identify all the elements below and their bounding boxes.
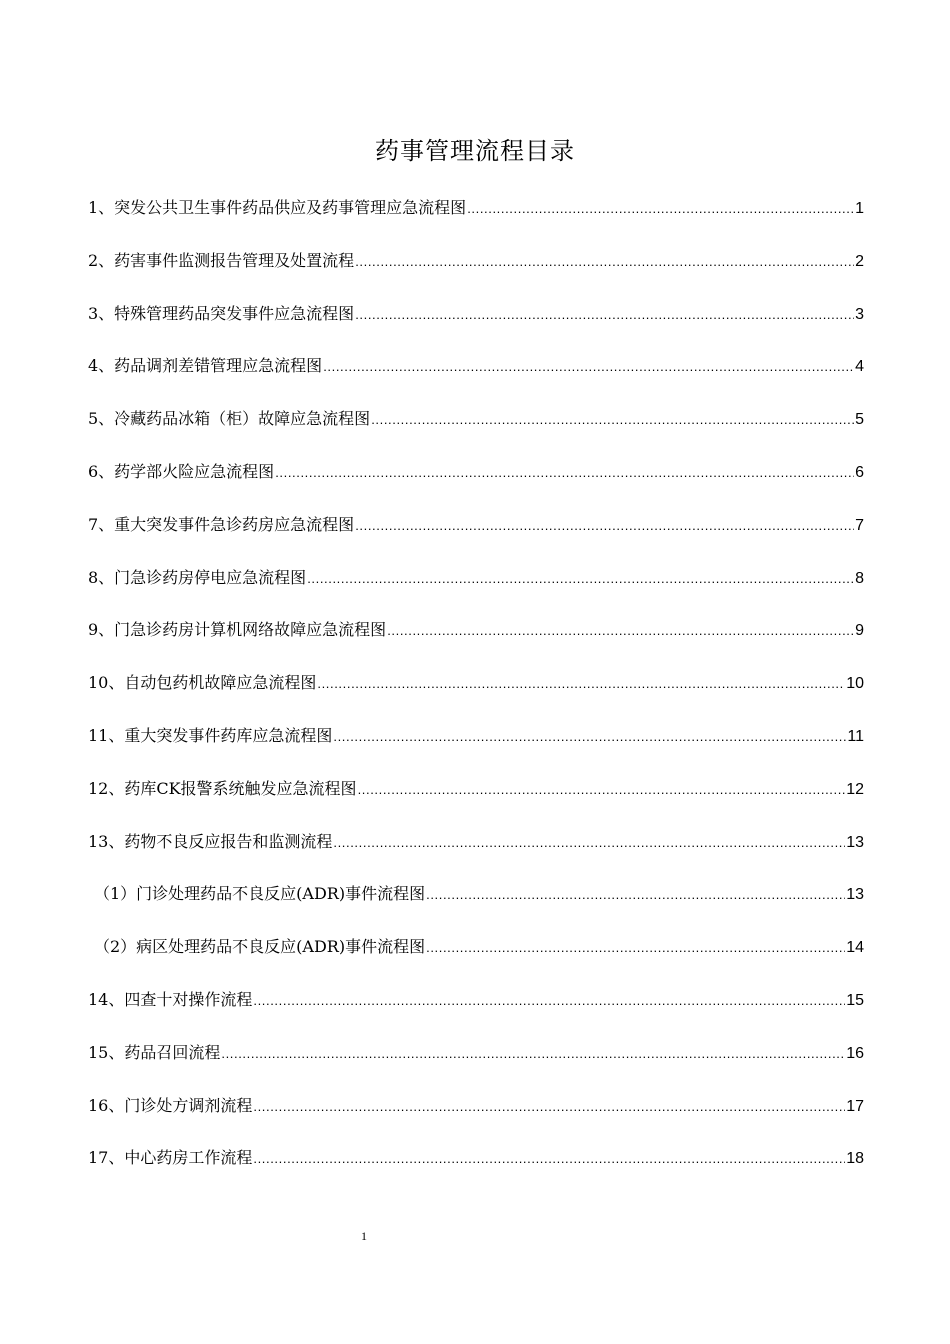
toc-entry-page: 13 (846, 886, 864, 904)
toc-entry-label: 5、冷藏药品冰箱（柜）故障应急流程图 (88, 409, 371, 429)
toc-entry-page: 1 (855, 200, 864, 217)
toc-dot-leader (355, 244, 854, 280)
toc-entry[interactable] (88, 1035, 864, 1088)
toc-entry[interactable] (88, 507, 864, 560)
toc-entry-label: 9、门急诊药房计算机网络故障应急流程图 (88, 620, 387, 640)
toc-entry[interactable] (88, 296, 864, 349)
toc-entry-label: 3、特殊管理药品突发事件应急流程图 (88, 303, 355, 323)
toc-dot-leader (426, 930, 845, 966)
footer-page-number: 1 (361, 1229, 367, 1243)
toc-dot-leader (355, 508, 854, 544)
toc-entry[interactable] (88, 243, 864, 296)
toc-dot-leader (221, 1036, 845, 1072)
toc-dot-leader (387, 613, 854, 649)
toc-subentry[interactable] (88, 876, 864, 929)
toc-entry-label: 4、药品调剂差错管理应急流程图 (88, 356, 323, 376)
toc-entry-label: 16、门诊处方调剂流程 (88, 1095, 253, 1115)
toc-entry-label: （2）病区处理药品不良反应(ADR)事件流程图 (94, 937, 426, 957)
toc-entry-label: 6、药学部火险应急流程图 (88, 461, 275, 481)
toc-entry-page: 10 (846, 675, 864, 693)
toc-entry-label: 2、药害事件监测报告管理及处置流程 (88, 250, 355, 270)
toc-dot-leader (275, 455, 854, 491)
toc-entry[interactable] (88, 665, 864, 718)
toc-entry-page: 16 (846, 1044, 864, 1062)
toc-entry[interactable] (88, 982, 864, 1035)
toc-entry-label: 1、突发公共卫生事件药品供应及药事管理应急流程图 (88, 198, 467, 217)
toc-entry-label: 15、药品召回流程 (88, 1042, 221, 1062)
toc-dot-leader (307, 561, 854, 597)
toc-dot-leader (253, 1141, 845, 1177)
toc-dot-leader (323, 349, 854, 385)
toc-entry[interactable] (88, 771, 864, 824)
toc-entry-page: 15 (846, 991, 864, 1009)
toc-entry-label: 12、药库CK报警系统触发应急流程图 (88, 778, 357, 798)
toc-entry-page: 11 (847, 727, 864, 745)
toc-entry-page: 13 (846, 833, 864, 851)
toc-entry-label: （1）门诊处理药品不良反应(ADR)事件流程图 (94, 884, 426, 904)
toc-entry[interactable] (88, 560, 864, 613)
toc-entry-page: 7 (855, 516, 864, 534)
toc-entry-label: 14、四查十对操作流程 (88, 989, 253, 1009)
toc-dot-leader (317, 666, 845, 702)
toc-entry-page: 12 (846, 780, 864, 798)
toc-dot-leader (333, 825, 845, 861)
toc-entry-page: 14 (846, 939, 864, 957)
toc-entry[interactable] (88, 718, 864, 771)
toc-entry-page: 9 (855, 622, 864, 640)
toc-entry[interactable] (88, 612, 864, 665)
toc-entry[interactable] (88, 824, 864, 877)
toc-entry-label: 11、重大突发事件药库应急流程图 (88, 725, 333, 745)
toc-dot-leader (371, 402, 854, 438)
toc-entry-page: 3 (855, 305, 864, 323)
toc-entry-page: 4 (855, 358, 864, 376)
toc-entry-page: 18 (846, 1150, 864, 1168)
page-title: 药事管理流程目录 (375, 137, 575, 165)
toc-entry[interactable] (88, 1088, 864, 1141)
toc-entry-page: 2 (855, 252, 864, 270)
toc-subentry[interactable] (88, 929, 864, 982)
toc-dot-leader (358, 772, 846, 808)
toc-entry[interactable] (88, 401, 864, 454)
toc-entry[interactable] (88, 190, 864, 243)
toc-dot-leader (333, 719, 846, 755)
toc-dot-leader (253, 983, 845, 1019)
toc-entry-label: 17、中心药房工作流程 (88, 1148, 253, 1168)
toc-entry-page: 17 (846, 1097, 864, 1115)
toc-dot-leader (467, 191, 854, 227)
toc-entry[interactable] (88, 348, 864, 401)
toc-entry[interactable] (88, 1140, 864, 1193)
toc-entry-label: 10、自动包药机故障应急流程图 (88, 673, 317, 693)
toc-dot-leader (253, 1089, 845, 1125)
toc-dot-leader (426, 877, 845, 913)
toc-entry[interactable] (88, 454, 864, 507)
toc-entry-label: 8、门急诊药房停电应急流程图 (88, 567, 307, 587)
toc-entry-page: 5 (855, 411, 864, 429)
toc-entry-label: 13、药物不良反应报告和监测流程 (88, 831, 333, 851)
toc-dot-leader (355, 297, 854, 333)
toc-entry-page: 6 (855, 463, 864, 481)
toc-entry-page: 8 (855, 569, 864, 587)
table-of-contents (88, 190, 864, 1193)
toc-entry-label: 7、重大突发事件急诊药房应急流程图 (88, 514, 355, 534)
